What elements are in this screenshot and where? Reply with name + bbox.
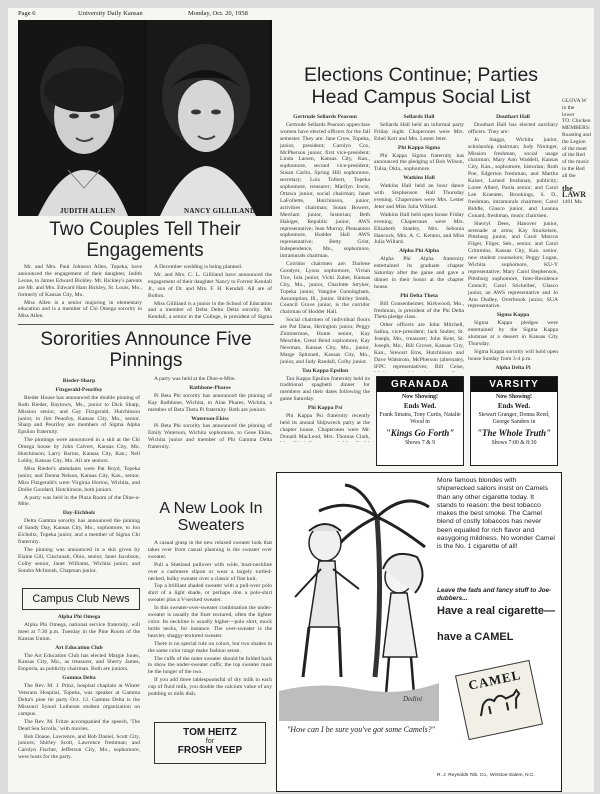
paragraph: Gertrude Sellards Pearson upperclass women have elected officers for the fall semester. They are: Jane Crow, Topeka, junior, president; Carolyn Cox, McPherson junior, first vice-president; Linda Larsen, Kansas City, Kan., sophomore, second vice-president; Susan Carlin, Spring Hill sophomore, secretary; Lois Tolbert, Topeka sophomore, treasurer; Marilyn Irwin, Ottawa junior, social chairman; Janet LaFollette, Hutchinson, junior, activities chairman; Susan Bowers, Merriam junior, historian; Beth Habiger, Republic junior, AWS representative; Jean Murray, Pleasanton sophomore, Hodder Hall AWS representative; Betty Grist, Independence, Mo., sophomore, intramurals chairman. — [280, 121, 370, 260]
heitz-office: FROSH VEEP — [177, 745, 243, 756]
subhead: Phi Kappa Sigma — [398, 144, 440, 151]
subhead: Tau Kappa Epsilon — [301, 367, 349, 374]
granada-times: Shows 7 & 9 — [404, 440, 436, 446]
subhead: Phi Kappa Psi — [307, 405, 343, 412]
granada-title: "Kings Go Forth" — [385, 428, 455, 438]
varsity-ends: Ends Wed. — [497, 402, 531, 410]
paragraph: Phi Kappa Psi fraternity recently held its annual Shipwreck party at the chapter house. Chaperones were Mr. Donald MacLeod, Mrs. Thomas Clark, — [280, 413, 370, 440]
elections-col2 — [374, 112, 464, 372]
edge-text: of the Red — [562, 152, 585, 159]
edge-text: of the music — [562, 159, 590, 166]
edge-text: TO: Chicken — [562, 118, 591, 125]
page-header — [18, 10, 578, 20]
paragraph: Top a brilliant shaded sweater with a pull-over polo shirt of a light shade, or perhaps don a polo-shirt sweater plus a V-necked sweater. — [148, 583, 272, 604]
varsity-now: Now Showing! — [496, 394, 532, 400]
photo-nancy-gilliland — [146, 20, 270, 216]
paragraph: There is no special rule on colors, but two shades in the same color range make fashion sense. — [148, 640, 272, 654]
paragraph: Social chairmen of individual floors are Pat Dana, Herington junior, Peggy Zimmerman, Home senior, Kay Meschke, Great Bend sophomore, Kay Newman, Kansas City, Mo., junior, Marge Spitznetl, Kansas City, Mo., junior, and Judy Randall, Colby junior. — [280, 317, 370, 365]
heitz-for: for — [205, 738, 215, 745]
edge-text: 1401 Ma — [562, 199, 582, 206]
adjacent-page-edge — [562, 98, 594, 792]
paragraph: Watkins Hall held open house Friday evening. Chaperones were Mrs. Elizabeth Stanley, Mrs. Sebonia Hancock, Mrs. A. C. Kenton, and Miss Julia Willard. — [374, 211, 464, 246]
subhead: Art Education Club — [55, 644, 103, 651]
paragraph: Sellards Hall held an informal party Friday night. Chaperones were Mrs. Ethel Kerr and Mrs. Lester Jeter. — [374, 121, 464, 142]
portrait-left-image — [20, 20, 144, 216]
edge-text: the LAWR — [562, 183, 587, 200]
artist-signature: Dedini — [403, 695, 423, 703]
varsity-theater-ad — [470, 376, 558, 466]
varsity-times: Shows 7:00 & 8:30 — [491, 440, 537, 446]
caption-nancy-gilliland: NANCY GILLILAND — [184, 207, 256, 215]
camel-tagline: Leave the fads and fancy stuff to Joe-dubbers... — [437, 587, 552, 602]
paragraph: The pinnings were announced in a skit at the Chi Omega house by John Calvert, Kansas City, Mo. Hutchinson; Larry Barrus, Kansas City, Kan.; Nell Lobby, Kansas City, Mo. All are seniors. — [18, 437, 140, 464]
paragraph: Rieder House has announced the double pinning of Ruth Rieder, Baytown, Ms., junior to Dick Sharp, Mission senior, and Gay Fitzgerald, Hutchinson junior, to Jim Peuofoy, Kansas City, Mo., senior. Sharp and Peurifoy are members of Sigma Alpha Epsilon fraternity. — [18, 394, 140, 436]
subhead: Rieder-Sharp — [62, 378, 96, 384]
newspaper-page — [8, 8, 594, 792]
paragraph: Miss Rieder's attendants were Pat Boyd, Topeka junior, and Donna Nelson, Kansas City, Kan., senior. Miss Fitzgerald's were Virginia Horton, Wichita, and Dollie Goodard, Hutchinson, both juniors. — [18, 465, 140, 493]
paragraph: The pinning was announced in a skit given by Elaine Gill, Cincinnati, Ohio, senior, Janet Jacobson, Colby senior, Janet Williams, Wichita junior, and Sondra McIntosh, Chapman junior. — [18, 546, 140, 574]
subhead: Watkins Hall — [403, 175, 435, 182]
paragraph: The Art Education Club has elected Margie Jones, Kansas City, Mo., as treasurer, and Sherry James, Emporia, as publicity chairman. Both are juniors. — [18, 652, 140, 673]
subhead: Day-Eichholz — [62, 510, 96, 517]
paragraph: Pi Beta Phi sorority has announced the pinning of Kay Rathbone, Wichita, to Alan Phares, Wichita, a member of Beta Theta Pi fraternity. Both are juniors. — [148, 392, 272, 413]
paragraph: Delta Gamma sorority has announced the pinning of Sandy Day, Kansas City, Mo., sophomore, to Jon Eicholtz, Topeka junior, and a member of Sigma Chi fraternity. — [18, 518, 140, 545]
camel-credit: R. J. Reynolds Tob. Co., Winston-Salem, N.C. — [437, 773, 535, 778]
photo-judith-allen — [20, 20, 144, 216]
camel-headline-1: Have a real cigarette— — [437, 605, 556, 617]
edge-text: GLOVA W — [562, 98, 587, 104]
edge-text: all the — [562, 172, 576, 179]
paragraph: Jo Staggs, Wichita junior, scholarship chairman; Judy Nininger, Mission freshman, social usage chairman; Mary Ann Waddell, Kansas City, Kan., sophomore, historian; Ruth Poe, Edgerton freshman, and Martha Kaiser, Larned freshman, publicity; Loree Albert, Paola senior, and Carol Lee Kraeuter, Brookings, S. D., freshman, intramurals chairmen; Carol Biddle, Glasco junior, and Leanna Conard, freshman, music chairmen. — [468, 136, 558, 219]
paragraph: Alpha Phi Alpha fraternity entertained its graduate chapter Saturday after the game and gave a dinner in their honor at the chapter house. — [374, 256, 464, 290]
pinnings-col2 — [148, 376, 272, 492]
engagement-article-col1 — [18, 264, 142, 320]
paragraph: In this sweater-over-sweater combination the under-sweater is usually the finer textured, often the lighter color. Its neckline is usually higher—polo shirt, mock turtle necks, for instance. The over-sweater is the heavier, shaggy-textured sweater. — [148, 605, 272, 639]
edge-text: the Legion — [562, 138, 586, 145]
engagement-photos — [18, 20, 272, 216]
cartoon-caption: "How can I be sure you've got some Camels?" — [286, 725, 436, 734]
paragraph: Bill Gunsenheimer, Kirkwood, Mo., freshman, is president of the Phi Delta Theta pledge class. — [374, 300, 464, 321]
granada-theater-ad — [376, 376, 464, 466]
granada-cast: Frank Sinatra, Tony Curtis, Natalie Wood in — [379, 412, 461, 425]
caption-judith-allen: JUDITH ALLEN — [60, 207, 116, 215]
paragraph: The cuffs of the outer sweater should be folded back to show the under-sweater cuffs; the top sweater must be the longer of the two. — [148, 655, 272, 676]
subhead: Phi Delta Theta — [400, 292, 438, 299]
paragraph: Other officers are John Mitchell, Salina, vice-president; Jack Stuber, St. Joseph, Mo., treasurer; John Kent, St. Joseph, Mo., Bill Grover, Kansas City, Kan., Stewart Erns, Hutchinson and Dave Walstrom, McPherson (alternate), IFPC representatives; Bill Ceise, — [374, 322, 464, 370]
section-divider — [18, 324, 274, 325]
edge-text: lower — [562, 111, 575, 118]
varsity-cast: Stewart Granger, Donna Reed, George Sanders in — [478, 412, 550, 425]
edge-text: MEMBERS: — [562, 125, 591, 132]
edge-text: of the meet — [562, 145, 587, 152]
paragraph: Pi Beta Phi sorority has announced the pinning of Emily Waterson, Wichita sophomore, to Gene Ekiss, Wichita junior and member of Phi Gamma Delta fraternity. — [148, 423, 272, 451]
paragraph: Phi Kappa Sigma fraternity has announced the pledging of Bob Wilson, Tulsa, Okla., sophomore. — [374, 152, 464, 173]
subhead: Fitzgerald-Peurifoy — [55, 386, 103, 393]
varsity-title: "The Whole Truth" — [476, 428, 551, 438]
paragraph: Bob Doane, Lawrence, and Bob Daniel, Scott City, juniors; Shirley Scott, Lawrence freshman; and Carolyn Fischer, Jefferson City, Mo., sophomore, were hosts for the party. — [18, 733, 140, 761]
subhead: Gertrude Sellards Pearson — [293, 114, 357, 120]
camel-headline-2: have a CAMEL — [437, 631, 514, 643]
edge-text: in the — [562, 104, 575, 111]
granada-name: GRANADA — [377, 377, 463, 392]
camel-copy: More famous blondes with shipwrecked sailors insist on Camels than any other cigarette today. It stands to reason: the best tobacco makes the best smoke. The Camel blend of costly tobaccos has never been equalled for rich flavor and easygoing mildness. No wonder Camel is the No. 1 cigarette of all! — [437, 477, 555, 551]
paragraph: Pull a Shetland pullover with wide, boat-neckline over a cashmere slipon or wear a largely turtled-necked, bulky sweater over a classic of fine knit. — [148, 561, 272, 582]
heitz-name: TOM HEITZ — [183, 727, 237, 738]
paragraph: A party was held at the Dine-a-Mite. — [154, 376, 236, 382]
paragraph: The Rev. M. J. Prinz, hospital chaplain at Winter Veterans Hospital, Topeka, was speaker at Gamma Delta's pine tie party Oct. 13. Gamma Delta is the Missouri Synod Lutheran student organization on campus. — [18, 683, 140, 717]
subhead: Alpha Delta Pi — [495, 364, 531, 371]
paper-name: University Daily Kansan — [78, 10, 143, 17]
subhead: Waterson-Ekiss — [191, 415, 229, 422]
edge-text: Roasting and — [562, 131, 591, 138]
headline-engagements: Two Couples Tell Their Engagements — [49, 219, 241, 261]
subhead: Douthart Hall — [496, 114, 530, 120]
headline-elections: Elections Continue; Parties Head Campus Social List — [303, 64, 539, 108]
subhead: Alpha Phi Omega — [57, 614, 101, 620]
camel-pack — [455, 660, 543, 740]
headline-pinnings: Sororities Announce Five Pinnings — [40, 329, 252, 371]
paragraph: Sherryl Dees, Hanover junior, serenade at arms; Kay Stuckeisen, Pittsburg junior, and Carol Marcus Filger, Filger, Seb., senior, and Carol Crimmins, Kansas City, Kan. senior, new student counselors; Peggy Logan, Wichita sophomore, KU-Y representative; Mary Carol Stephenson, Pittsburg sophomore, Inter-Residence Council; Carol Stickelber, Glasco junior, an AWS representative and Jo Ann Dudley, Overbrook junior, SUA representative. — [468, 220, 558, 310]
paragraph: Alpha Phi Omega, national service fraternity, will meet at 7:30 p.m. Tuesday in the Pine Room of the Kansas Union. — [18, 621, 140, 642]
engagement-article-col2 — [148, 264, 272, 320]
headline-sweaters: A New Look In Sweaters — [159, 500, 263, 535]
paragraph: Corridor chairmen are: Darlene Goodyer, Lyons sophomore, Vivian Tice, Iola junior, Vicki Zuber, Kansas City, Mo., junior, Charlotte Stryker, Topeka junior, Vangine Cunningham, Assumption, Ill., junior. Shirley Smith, Council Grove junior, is the corridor chairman of Hodder Hall. — [280, 261, 370, 316]
subhead: Gamma Delta — [62, 675, 96, 682]
edge-text: in the Red — [562, 165, 585, 172]
portrait-right-image — [146, 20, 270, 216]
heitz-campaign-ad — [154, 722, 266, 764]
elections-col3 — [468, 112, 558, 372]
paragraph: Miss Allen is a senior majoring in elementary education and is a member of Chi Omega sorority in Miss Allen. — [18, 299, 142, 320]
elections-col1 — [280, 112, 370, 442]
subhead: Sigma Kappa — [496, 312, 530, 319]
camel-cigarette-ad — [276, 472, 562, 792]
campus-club-header: Campus Club News — [22, 588, 140, 610]
subhead: Sellards Hall — [403, 114, 435, 120]
subhead: Alpha Phi Alpha — [399, 248, 439, 255]
paragraph: Watkins Hall held an hour dance with Stephenson Hall Thursday evening. Chaperones were Mrs. Lester Jeter and Miss Julia Willard. — [374, 183, 464, 210]
campus-club-article — [18, 612, 140, 792]
pinnings-col1 — [18, 376, 140, 582]
paragraph: Sigma Kappa pledges were entertained by the Sigma Kappa alumnae at a dessert in Kansas City Thursday. — [468, 320, 558, 347]
granada-ends: Ends Wed. — [403, 402, 437, 410]
cartoon-illustration — [279, 477, 439, 721]
subhead: Rathbone-Phares — [189, 384, 231, 391]
paragraph: A casual grasp in the new relaxed sweater look that takes over from casual planning is the sweater over sweater. — [148, 540, 272, 560]
issue-date: Monday, Oct. 20, 1958 — [188, 10, 248, 17]
paragraph: Tau Kappa Epsilon fraternity held its traditional spaghetti dinner for members and their dates following the game Saturday. — [280, 375, 370, 403]
paragraph: Douthart Hall has elected auxiliary officers. They are: — [468, 121, 558, 135]
paragraph: Mr. and Mrs. Paul Johnson Allen, Topeka, have announced the engagement of their daughter, Judith Leone, to James Edward Bickley. Mr. Bickley's parents are Mr. and Mrs. Edward Ham Bickley, St. Louis, Mo., formerly of Kansas City, Mo. — [18, 264, 142, 298]
paragraph: Sigma Kappa sorority will hold open house Sunday from 3-4 p.m. — [468, 348, 558, 362]
paragraph: If you add three tablespoonsful of dry milk to each cup of fluid milk, you double the calcium value of any pudding or milk dish. — [148, 677, 272, 698]
paragraph: Miss Gilliland is a junior in the School of Education and a member of Delta Delta Delta sorority. Mr. Kendall, a senior in the College, is president of Sigma — [148, 300, 272, 320]
paragraph: The Rev. M. Fritze accompanied the speech, 'The Dead Sea Scrolls,' with movies. — [18, 718, 140, 732]
paragraph: A party was held in the Plaza Room of the Dine-a-Mite. — [18, 494, 140, 508]
varsity-name: VARSITY — [471, 377, 557, 392]
granada-now: Now Showing! — [402, 394, 438, 400]
camel-pack-label: CAMEL — [467, 667, 523, 693]
page-number: Page 6 — [18, 10, 36, 17]
paragraph: A December wedding is being planned. — [154, 264, 243, 270]
paragraph: Mr. and Mrs. C. L. Gilliland have announced the engagement of their daughter Nancy to Forrest Kendall Jr., son of Dr. and Mrs. F. H. Kendall. All are of Bolton. — [148, 271, 272, 299]
